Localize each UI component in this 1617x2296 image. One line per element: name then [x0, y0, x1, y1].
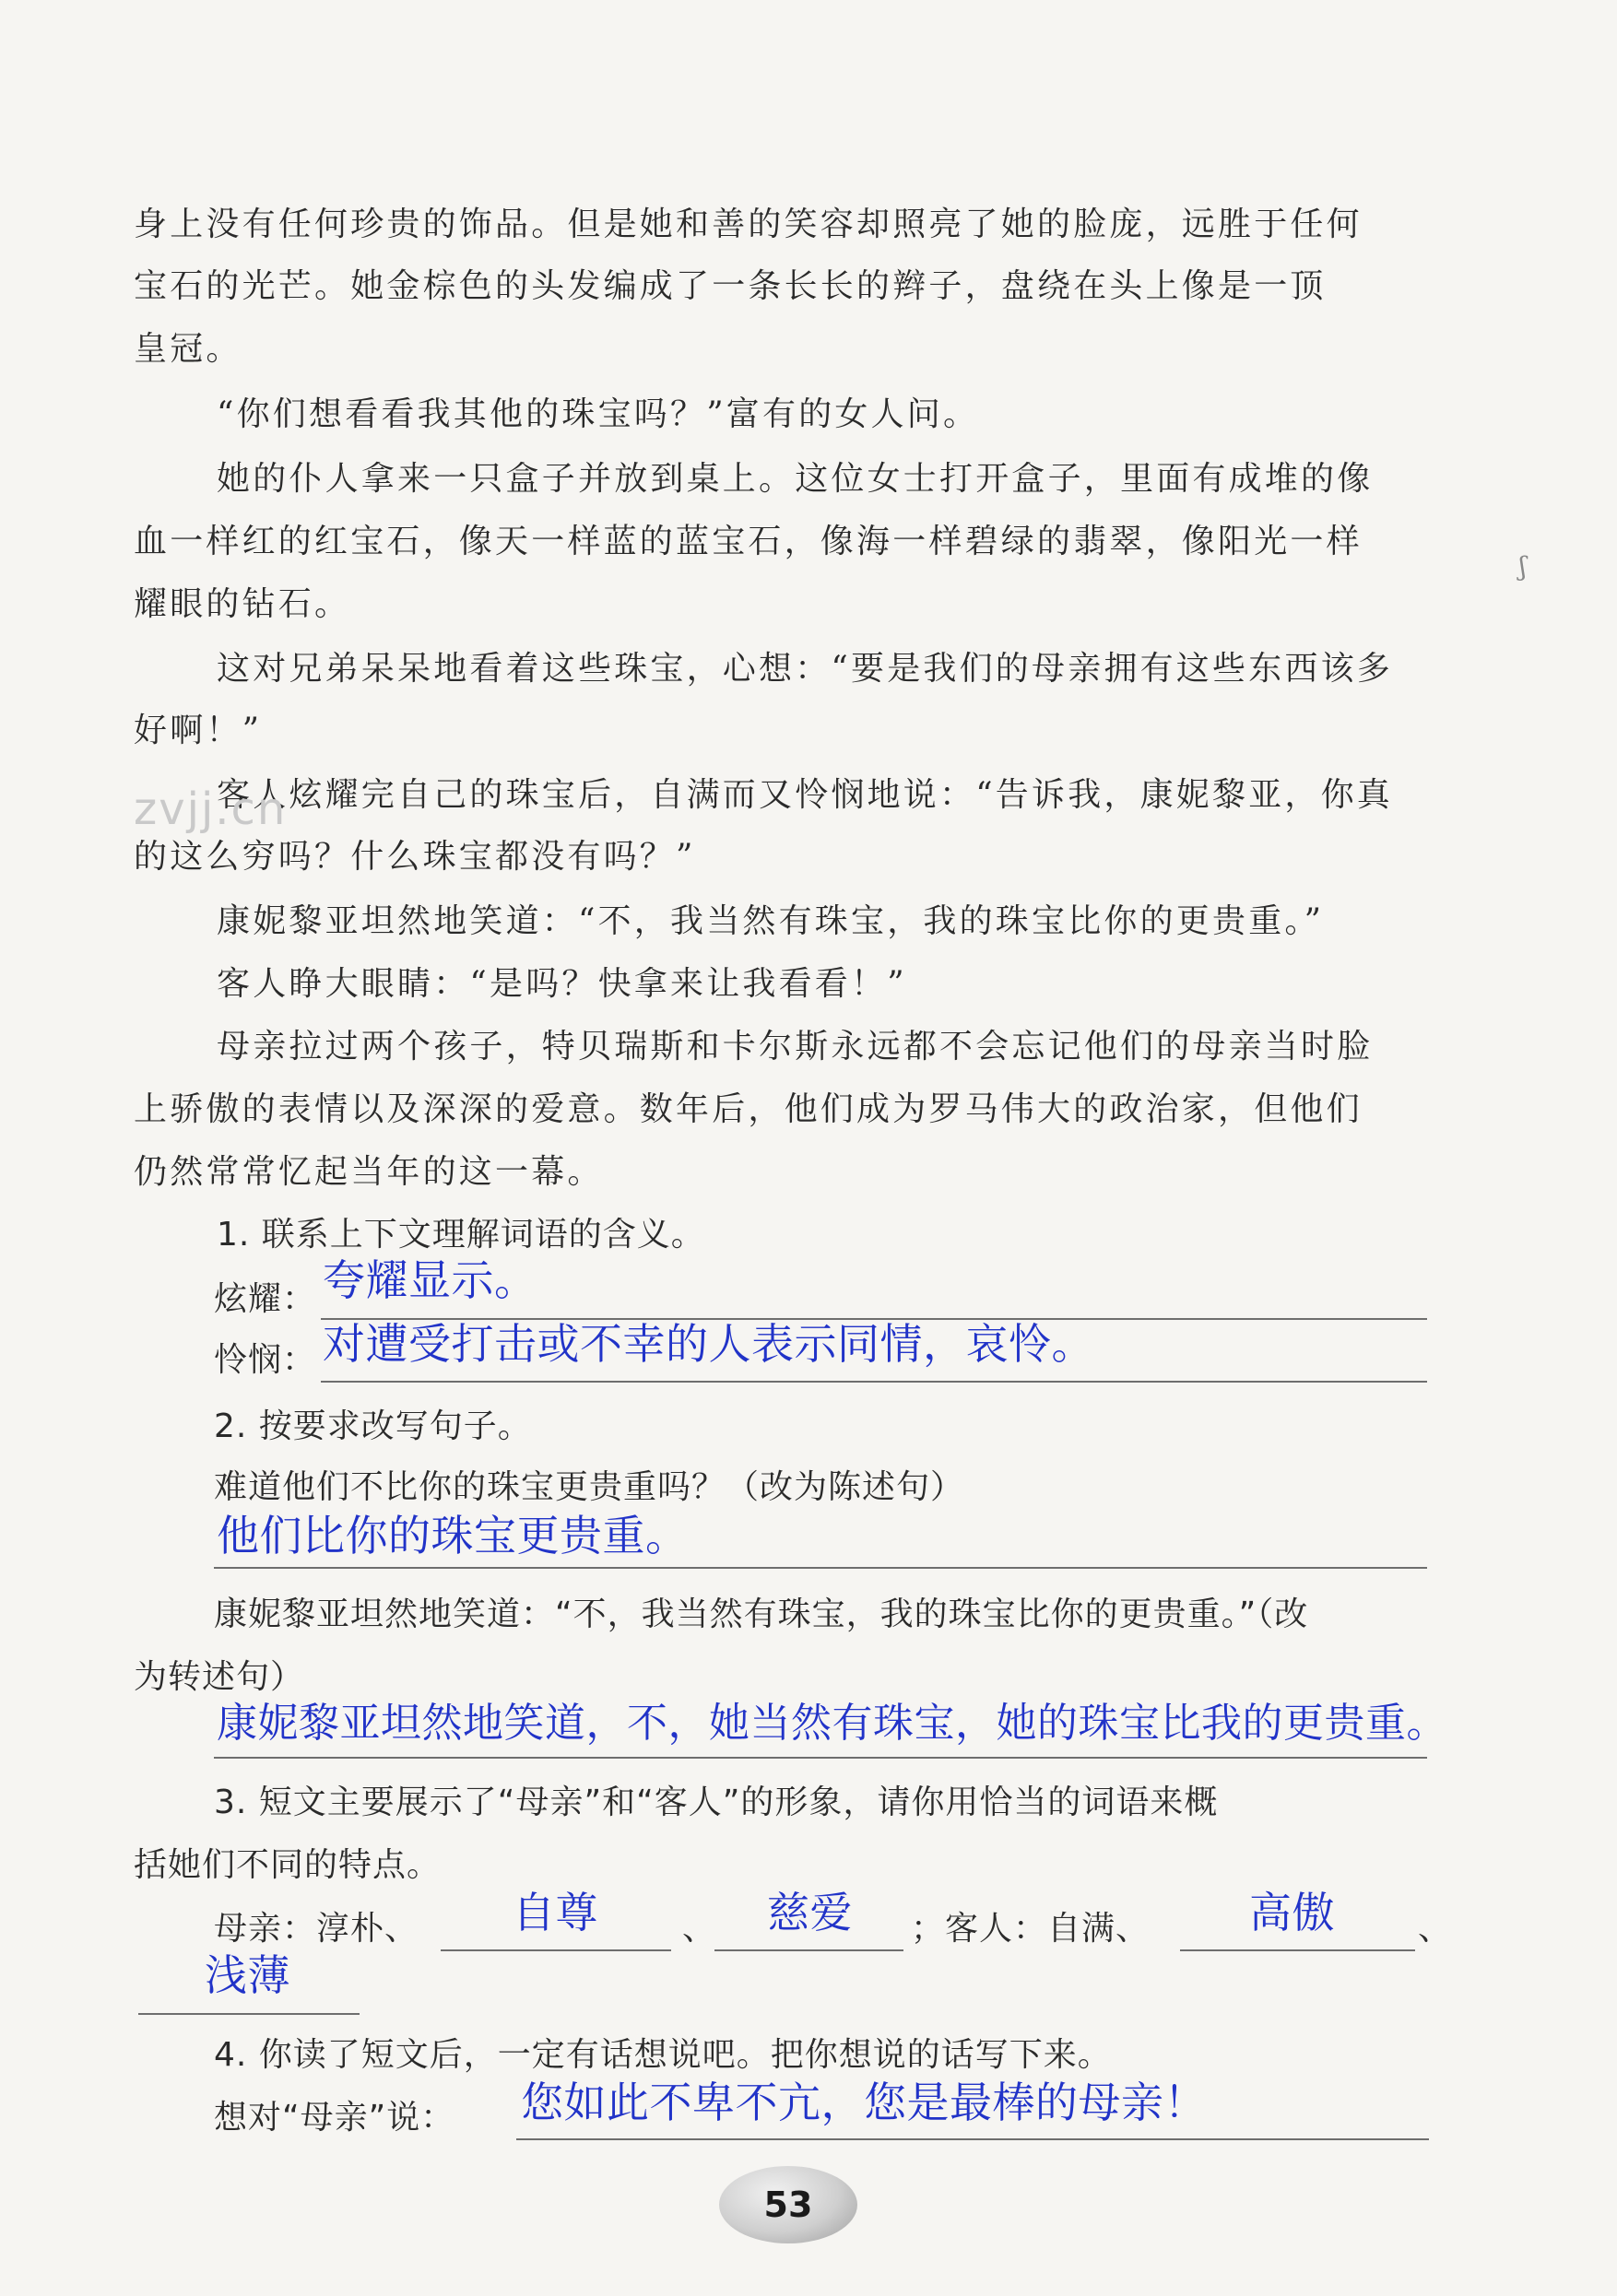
- q3-mother-answer-1: 自尊: [513, 1888, 598, 1937]
- q3-guest-answer-1: 高傲: [1249, 1888, 1335, 1937]
- passage-line-14: 母亲拉过两个孩子，特贝瑞斯和卡尔斯永远都不会忘记他们的母亲当时脸: [217, 1028, 1374, 1066]
- q2-s1-prompt: 难道他们不比你的珠宝更贵重吗？（改为陈述句）: [214, 1468, 965, 1506]
- q3-mother-answer-2: 慈爱: [767, 1888, 853, 1937]
- q3-guest-line-2: [138, 2013, 360, 2015]
- q2-s2-prompt-cont: 为转述句）: [134, 1658, 305, 1696]
- q3-sep-2: 、: [1418, 1910, 1453, 1948]
- passage-line-7: 耀眼的钻石。: [134, 585, 351, 623]
- q2-s2-line: [214, 1757, 1427, 1759]
- q1-word1-label: 炫耀：: [214, 1280, 317, 1318]
- q2-title: 2. 按要求改写句子。: [214, 1407, 532, 1445]
- page-number: 53: [763, 2184, 813, 2225]
- q1-word1-answer: 夸耀显示。: [323, 1255, 537, 1305]
- passage-line-15: 上骄傲的表情以及深深的爱意。数年后，他们成为罗马伟大的政治家，但他们: [134, 1090, 1363, 1128]
- q2-s1-line: [214, 1567, 1427, 1569]
- passage-line-3: 皇冠。: [134, 330, 242, 368]
- passage-line-4: “你们想看看我其他的珠宝吗？”富有的女人问。: [217, 395, 980, 433]
- page-speck: ʃ: [1519, 551, 1527, 582]
- passage-line-11: 的这么穷吗？什么珠宝都没有吗？”: [134, 838, 696, 876]
- q2-s1-answer: 他们比你的珠宝更贵重。: [217, 1511, 689, 1560]
- passage-line-6: 血一样红的红宝石，像天一样蓝的蓝宝石，像海一样碧绿的翡翠，像阳光一样: [134, 523, 1363, 560]
- q1-word2-line: [321, 1381, 1427, 1383]
- passage-line-8: 这对兄弟呆呆地看着这些珠宝，心想：“要是我们的母亲拥有这些东西该多: [217, 650, 1394, 688]
- q2-s2-answer: 康妮黎亚坦然地笑道，不，她当然有珠宝，她的珠宝比我的更贵重。: [217, 1700, 1447, 1747]
- q3-mother-label: 母亲：淳朴、: [214, 1910, 419, 1948]
- q4-line: [516, 2138, 1429, 2140]
- passage-line-13: 客人睁大眼睛：“是吗？快拿来让我看看！”: [217, 965, 907, 1003]
- q3-guest-label: ；客人：自满、: [911, 1910, 1151, 1948]
- passage-line-9: 好啊！”: [134, 712, 263, 749]
- passage-line-10: 客人炫耀完自己的珠宝后，自满而又怜悯地说：“告诉我，康妮黎亚，你真: [217, 776, 1394, 814]
- q3-title-line1: 3. 短文主要展示了“母亲”和“客人”的形象，请你用恰当的词语来概: [214, 1784, 1219, 1821]
- q2-s2-prompt: 康妮黎亚坦然地笑道：“不，我当然有珠宝，我的珠宝比你的更贵重。”（改: [214, 1595, 1309, 1633]
- q1-word2-answer: 对遭受打击或不幸的人表示同情，哀怜。: [323, 1319, 1094, 1369]
- passage-line-1: 身上没有任何珍贵的饰品。但是她和善的笑容却照亮了她的脸庞，远胜于任何: [134, 206, 1363, 243]
- q3-mother-line-2: [714, 1949, 903, 1951]
- watermark: zvjj.cn: [134, 783, 288, 835]
- q1-title: 1. 联系上下文理解词语的含义。: [217, 1216, 705, 1254]
- page-number-badge: [719, 2166, 857, 2243]
- passage-line-16: 仍然常常忆起当年的这一幕。: [134, 1153, 604, 1191]
- q4-answer: 您如此不卑不亢，您是最棒的母亲！: [521, 2078, 1207, 2127]
- q4-label: 想对“母亲”说：: [214, 2099, 455, 2137]
- q3-guest-line-1: [1180, 1949, 1415, 1951]
- q1-word2-label: 怜悯：: [214, 1341, 317, 1379]
- passage-line-2: 宝石的光芒。她金棕色的头发编成了一条长长的辫子，盘绕在头上像是一顶: [134, 267, 1327, 305]
- q3-sep-1: 、: [682, 1910, 717, 1948]
- q3-guest-answer-2: 浅薄: [205, 1950, 290, 2000]
- passage-line-5: 她的仆人拿来一只盒子并放到桌上。这位女士打开盒子，里面有成堆的像: [217, 460, 1374, 498]
- passage-line-12: 康妮黎亚坦然地笑道：“不，我当然有珠宝，我的珠宝比你的更贵重。”: [217, 902, 1325, 940]
- q4-title: 4. 你读了短文后，一定有话想说吧。把你想说的话写下来。: [214, 2036, 1112, 2074]
- q3-mother-line-1: [441, 1949, 671, 1951]
- q3-title-line2: 括她们不同的特点。: [134, 1846, 442, 1884]
